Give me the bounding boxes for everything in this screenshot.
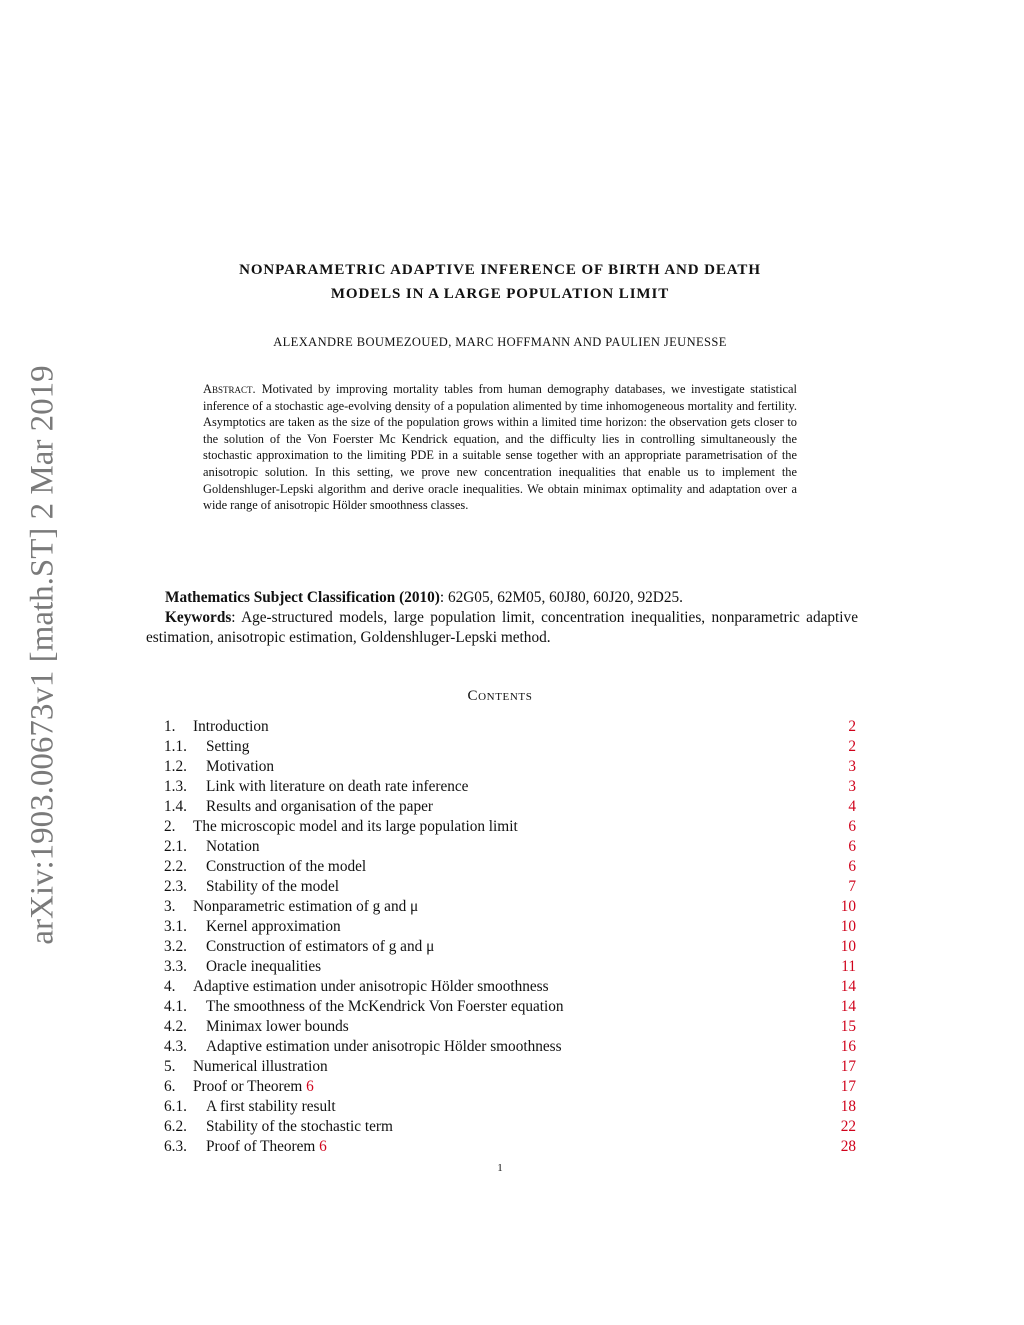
toc-entry[interactable]: [164, 917, 856, 937]
toc-entry-title-text: Construction of the model: [206, 858, 367, 875]
msc-classification: [165, 588, 858, 608]
toc-entry-number: 5.: [164, 1058, 176, 1075]
toc-entry-title-text: The smoothness of the McKendrick Von Foerster equation: [206, 998, 564, 1015]
toc-entry-title: [206, 777, 468, 797]
toc-entry-number: 4.2.: [164, 1018, 187, 1035]
toc-entry-title-text: Proof of Theorem: [206, 1138, 316, 1155]
toc-entry[interactable]: [164, 957, 856, 977]
arxiv-sidebar-stamp: [18, 340, 68, 970]
toc-entry-number: 3.: [164, 898, 176, 915]
toc-entry-number: 1.: [164, 718, 176, 735]
page-number: 1: [497, 1162, 503, 1174]
toc-entry-title-text: Motivation: [206, 758, 274, 775]
toc-entry-title: [206, 917, 341, 937]
toc-entry-title: [193, 1077, 314, 1097]
toc-entry-number: 1.4.: [164, 798, 187, 815]
toc-entry-title-text: Results and organisation of the paper: [206, 798, 433, 815]
toc-page-link[interactable]: 6: [848, 838, 856, 855]
toc-entry-number: 6.3.: [164, 1138, 187, 1155]
toc-page-link[interactable]: 10: [840, 918, 856, 935]
toc-page-link[interactable]: 6: [848, 818, 856, 835]
toc-page-link[interactable]: 6: [848, 858, 856, 875]
toc-entry-title-text: Stability of the stochastic term: [206, 1118, 393, 1135]
toc-page-link[interactable]: 17: [840, 1058, 856, 1075]
toc-entry[interactable]: [164, 1077, 856, 1097]
toc-entry-title: [206, 757, 274, 777]
toc-entry-title: [193, 977, 549, 997]
toc-entry[interactable]: [164, 997, 856, 1017]
toc-entry[interactable]: [164, 977, 856, 997]
toc-entry[interactable]: [164, 757, 856, 777]
toc-entry-number: 3.3.: [164, 958, 187, 975]
toc-entry-title-text: Nonparametric estimation of g and μ: [193, 898, 419, 915]
toc-page-link[interactable]: 17: [840, 1078, 856, 1095]
toc-entry[interactable]: [164, 717, 856, 737]
toc-entry-number: 4.3.: [164, 1038, 187, 1055]
abstract-label: Abstract.: [203, 382, 256, 396]
toc-entry-title-text: A first stability result: [206, 1098, 336, 1115]
toc-entry-number: 6.2.: [164, 1118, 187, 1135]
contents-heading: Contents: [467, 688, 533, 704]
toc-entry[interactable]: [164, 937, 856, 957]
toc-entry-title: [206, 1017, 349, 1037]
toc-page-link[interactable]: 3: [848, 778, 856, 795]
toc-entry-title: [193, 717, 269, 737]
toc-entry[interactable]: [164, 817, 856, 837]
keywords-value: : Age-structured models, large population limit, concentration inequalities, nonparametric adaptive estimation, anisotropic estimation, Goldenshluger-Lepski method.: [146, 609, 858, 646]
toc-entry[interactable]: [164, 857, 856, 877]
toc-entry[interactable]: [164, 877, 856, 897]
toc-page-link[interactable]: 7: [848, 878, 856, 895]
toc-entry-title: [193, 897, 418, 917]
toc-entry-title-text: Adaptive estimation under anisotropic Hölder smoothness: [193, 978, 549, 995]
msc-value: : 62G05, 62M05, 60J80, 60J20, 92D25.: [439, 589, 683, 606]
title-line-1: NONPARAMETRIC ADAPTIVE INFERENCE OF BIRTH AND DEATH: [239, 262, 761, 278]
toc-page-link[interactable]: 18: [840, 1098, 856, 1115]
toc-entry-title-text: Minimax lower bounds: [206, 1018, 349, 1035]
toc-entry[interactable]: [164, 1037, 856, 1057]
toc-entry-title-text: The microscopic model and its large population limit: [193, 818, 518, 835]
toc-entry[interactable]: [164, 1097, 856, 1117]
toc-entry-title: [206, 737, 249, 757]
abstract-text: Motivated by improving mortality tables from human demography databases, we investigate statistical inference of a stochastic age-evolving density of a population alimented by time inhomogeneous mortality and fertility. Asymptotics are taken as the size of the population grows within a limited time horizon: the observation gets closer to the solution of the Von Foerster Mc Kendrick equation, and the difficulty lies in controlling simultaneously the stochastic approximation to the limiting PDE in a suitable sense together with an appropriate parametrisation of the anisotropic solution. In this setting, we prove new concentration inequalities that enable us to implement the Goldenshluger-Lepski algorithm and derive oracle inequalities. We obtain minimax optimality and adaptation over a wide range of anisotropic Hölder smoothness classes.: [203, 382, 797, 513]
toc-entry-number: 6.: [164, 1078, 176, 1095]
toc-entry-number: 3.1.: [164, 918, 187, 935]
toc-page-link[interactable]: 16: [840, 1038, 856, 1055]
toc-entry-title-text: Introduction: [193, 718, 269, 735]
toc-entry-title: [206, 877, 339, 897]
toc-entry-number: 2.: [164, 818, 176, 835]
toc-page-link[interactable]: 11: [841, 958, 856, 975]
title-line-2: MODELS IN A LARGE POPULATION LIMIT: [330, 286, 670, 302]
arxiv-identifier: arXiv:1903.00673v1 [math.ST] 2 Mar 2019: [24, 365, 61, 945]
toc-page-link[interactable]: 4: [848, 798, 856, 815]
toc-entry-title: [206, 1137, 327, 1157]
toc-entry-number: 1.1.: [164, 738, 187, 755]
toc-entry[interactable]: [164, 1137, 856, 1157]
toc-entry-title: [193, 817, 518, 837]
toc-entry-title-text: Proof or Theorem: [193, 1078, 303, 1095]
toc-entry-title-text: Kernel approximation: [206, 918, 341, 935]
toc-entry[interactable]: [164, 1117, 856, 1137]
toc-entry-number: 2.3.: [164, 878, 187, 895]
toc-entry-number: 2.1.: [164, 838, 187, 855]
toc-entry-title: [206, 797, 433, 817]
abstract: [203, 381, 797, 514]
keywords: [146, 608, 858, 648]
toc-entry-number: 4.1.: [164, 998, 187, 1015]
toc-entry-title-text: Setting: [206, 738, 250, 755]
toc-page-link[interactable]: 3: [848, 758, 856, 775]
paper-title: [120, 258, 880, 306]
toc-entry-number: 2.2.: [164, 858, 187, 875]
toc-page-link[interactable]: 2: [848, 738, 856, 755]
toc-entry-title-text: Link with literature on death rate inference: [206, 778, 469, 795]
toc-page-link[interactable]: 14: [840, 998, 856, 1015]
toc-page-link[interactable]: 15: [840, 1018, 856, 1035]
toc-entry-title-text: Adaptive estimation under anisotropic Hölder smoothness: [206, 1038, 562, 1055]
toc-page-link[interactable]: 2: [848, 718, 856, 735]
toc-entry-title-text: Construction of estimators of g and μ: [206, 938, 435, 955]
toc-entry-title: [206, 1117, 393, 1137]
toc-page-link[interactable]: 14: [840, 978, 856, 995]
toc-entry-title-text: Oracle inequalities: [206, 958, 322, 975]
toc-page-link[interactable]: 22: [840, 1118, 856, 1135]
toc-entry-title: [206, 1097, 336, 1117]
toc-page-link[interactable]: 10: [840, 938, 856, 955]
toc-entry-title: [206, 937, 434, 957]
toc-entry-title: [206, 957, 321, 977]
toc-entry[interactable]: [164, 1057, 856, 1077]
toc-entry[interactable]: [164, 797, 856, 817]
theorem-reference-link[interactable]: 6: [319, 1138, 327, 1155]
theorem-reference-link[interactable]: 6: [306, 1078, 314, 1095]
keywords-label: Keywords: [165, 609, 232, 626]
toc-entry[interactable]: [164, 737, 856, 757]
toc-entry-title: [206, 1037, 562, 1057]
toc-entry-number: 6.1.: [164, 1098, 187, 1115]
toc-entry-title-text: Numerical illustration: [193, 1058, 328, 1075]
toc-entry-title: [206, 997, 564, 1017]
toc-entry[interactable]: [164, 1017, 856, 1037]
toc-entry[interactable]: [164, 837, 856, 857]
author-list: ALEXANDRE BOUMEZOUED, MARC HOFFMANN AND PAULIEN JEUNESSE: [273, 335, 727, 349]
toc-entry-title-text: Notation: [206, 838, 260, 855]
toc-entry-title: [193, 1057, 328, 1077]
toc-entry[interactable]: [164, 897, 856, 917]
toc-entry-title: [206, 857, 366, 877]
toc-entry-title: [206, 837, 260, 857]
toc-page-link[interactable]: 28: [840, 1138, 856, 1155]
toc-entry-title-text: Stability of the model: [206, 878, 339, 895]
toc-entry-number: 4.: [164, 978, 176, 995]
toc-entry-number: 1.2.: [164, 758, 187, 775]
toc-page-link[interactable]: 10: [840, 898, 856, 915]
toc-entry-number: 3.2.: [164, 938, 187, 955]
toc-entry-number: 1.3.: [164, 778, 187, 795]
toc-entry[interactable]: [164, 777, 856, 797]
msc-label: Mathematics Subject Classification (2010): [165, 589, 440, 606]
table-of-contents: [164, 717, 856, 1157]
